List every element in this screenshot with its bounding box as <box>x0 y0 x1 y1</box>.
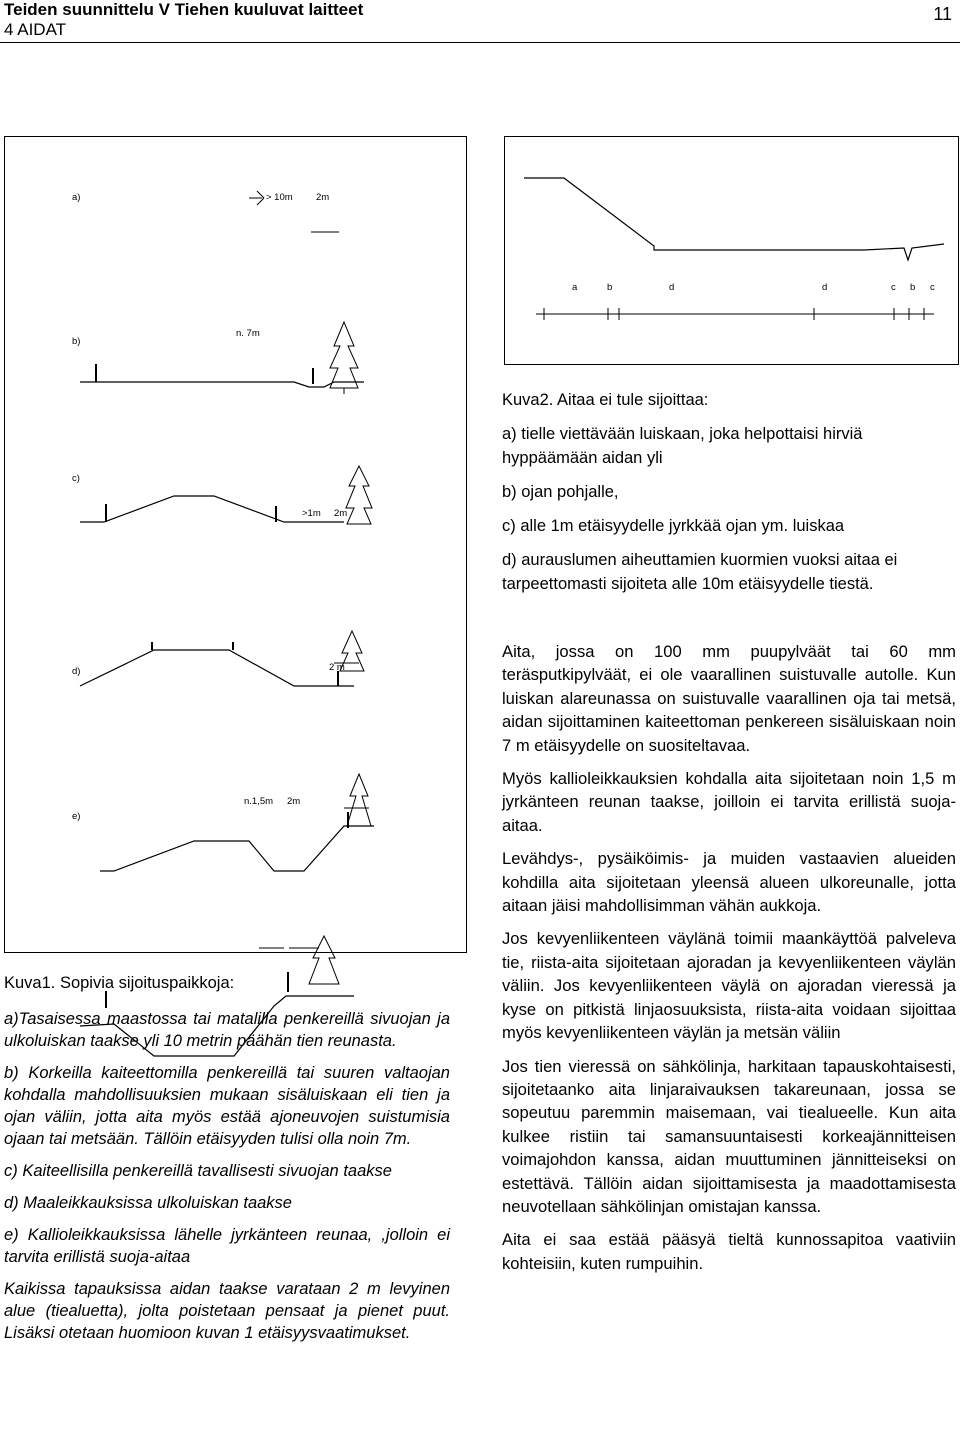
kuva1-item-a: a)Tasaisessa maastossa tai matalilla penkereillä sivuojan ja ulkoluiskan taakse yli 10 metrin päähän tien reunasta. <box>4 1010 450 1050</box>
fig1-e-dimension: 2m <box>287 796 301 807</box>
kuva1-caption <box>4 972 450 1344</box>
fig1-label-d: d) <box>72 666 81 677</box>
figure2-drawing <box>504 136 959 365</box>
figure1-drawing <box>4 136 467 953</box>
fig1-a-dimension: 2m <box>316 192 330 203</box>
kuva2-item-c: c) alle 1m etäisyydelle jyrkkää ojan ym. luiskaa <box>502 517 845 535</box>
fig1-label-b: b) <box>72 336 81 347</box>
fig1-label-c: c) <box>72 473 80 484</box>
body-paragraph-1: Aita, jossa on 100 mm puupylväät tai 60 mm teräsputkipylväät, ei ole vaarallinen suistuvalle autolle. Kun luiskan alareunassa on suistuvalle vaarallinen oja tai metsä, aidan sijoittaminen kaiteettoman penkereen sisäluiskaan noin 7 m etäisyydelle on suositeltavaa. <box>502 642 956 755</box>
fig2-label-b1: b <box>607 282 613 293</box>
kuva2-title: Kuva2. Aitaa ei tule sijoittaa: <box>502 391 709 409</box>
tree-icons <box>309 322 372 984</box>
kuva1-item-c: c) Kaiteellisilla penkereillä tavallisesti sivuojan taakse <box>4 1162 392 1180</box>
fig1-b-distance: n. 7m <box>236 328 260 339</box>
body-paragraph-2: Myös kallioleikkauksien kohdalla aita sijoitetaan noin 1,5 m jyrkänteen reunan taakse, joilloin ei tarvita erillistä suoja-aitaa. <box>502 769 956 835</box>
fig2-label-c2: c <box>930 282 935 293</box>
section-title: 4 AIDAT <box>4 20 67 39</box>
fig1-c-dimension: 2m <box>334 508 348 519</box>
fig2-label-d2: d <box>822 282 828 293</box>
fig1-c-distance: >1m <box>302 508 321 519</box>
profile-c <box>80 650 354 686</box>
kuva1-note: Kaikissa tapauksissa aidan taakse varataan 2 m levyinen alue (tiealuetta), jolta poistetaan pensaat ja pienet puut. Lisäksi otetaan huomioon kuvan 1 etäisyysvaatimukset. <box>4 1280 450 1342</box>
kuva1-item-b: b) Korkeilla kaiteettomilla penkereillä tai suuren valtaojan kohdalla mahdollisuuksien mukaan sisäluiskaan eli tien ja ojan väliin, jotta aita myös estää ajoneuvojen suistumisia ojaan tai metsään. Tällöin etäisyyden tulisi olla noin 7m. <box>4 1064 450 1148</box>
kuva2-item-a: a) tielle viettävään luiskaan, joka helpottaisi hirviä hyppäämään aidan yli <box>502 425 863 467</box>
kuva1-title: Kuva1. Sopivia sijoituspaikkoja: <box>4 974 235 992</box>
fig1-a-distance: > 10m <box>266 192 293 203</box>
fig1-e-distance: n.1,5m <box>244 796 274 807</box>
fig1-label-e: e) <box>72 811 81 822</box>
body-paragraph-4: Jos kevyenliikenteen väylänä toimii maankäyttöä palveleva tie, riista-aita sijoitetaan ajoradan ja kevyenliikenteen väylän väliin. Jos kevyenliikenteen väylä on ajoradan vieressä ja kyse on pitkistä linjaosuuksista, riista-aita voidaan sijoittaa myös kevyenliikenteen väylän ja metsän väliin <box>502 929 956 1043</box>
header-rule <box>0 42 960 43</box>
fig2-label-b2: b <box>910 282 916 293</box>
body-paragraph-6: Aita ei saa estää pääsyä tieltä kunnossapitoa vaativiin kohteisiin, kuten rumpuihin. <box>502 1230 956 1273</box>
document-title: Teiden suunnittelu V Tiehen kuuluvat laitteet <box>4 0 364 19</box>
kuva2-item-d: d) aurauslumen aiheuttamien kuormien vuoksi aitaa ei tarpeettomasti sijoiteta alle 10m etäisyydelle tiestä. <box>502 551 898 593</box>
fig2-label-a1: a <box>572 282 578 293</box>
body-paragraph-3: Levähdys-, pysäiköimis- ja muiden vastaavien alueiden kohdilla aita sijoitetaan yleensä alueen ulkoreunalle, jotta aitaan jäisi mahdollisimman vähän aukkoja. <box>502 849 956 916</box>
profile-fig2 <box>524 178 944 260</box>
body-paragraph-5: Jos tien vieressä on sähkölinja, harkitaan tapauskohtaisesti, sijoitetaanko aita linjaraivauksen takareunaan, jossa se sopeutuu paremmin maisemaan, vai tiealueelle. Kun aita kulkee ristiin tai samansuuntaisesti korkeajännitteisen voimajohdon kanssa, aidan muuttuminen jännitteiseksi on estettävä. Tällöin aidan sijoittamisesta ja maadottamisesta neuvotellaan sähkölinjan omistajan kanssa. <box>502 1056 956 1216</box>
profile-a <box>80 382 364 387</box>
fig1-d-dimension: 2 m <box>329 662 345 673</box>
profile-d <box>100 826 374 871</box>
kuva1-item-d: d) Maaleikkauksissa ulkoluiskan taakse <box>4 1194 292 1212</box>
page-number: 11 <box>933 4 952 24</box>
kuva1-item-e: e) Kallioleikkauksissa lähelle jyrkänteen reunaa, ,jolloin ei tarvita erillistä suoja-aitaa <box>4 1226 450 1266</box>
fig2-label-d1: d <box>669 282 675 293</box>
fig2-label-c1: c <box>891 282 896 293</box>
kuva2-item-b: b) ojan pohjalle, <box>502 483 619 501</box>
fig1-label-a: a) <box>72 192 81 203</box>
kuva2-caption <box>502 388 958 596</box>
body-text <box>502 640 956 1275</box>
